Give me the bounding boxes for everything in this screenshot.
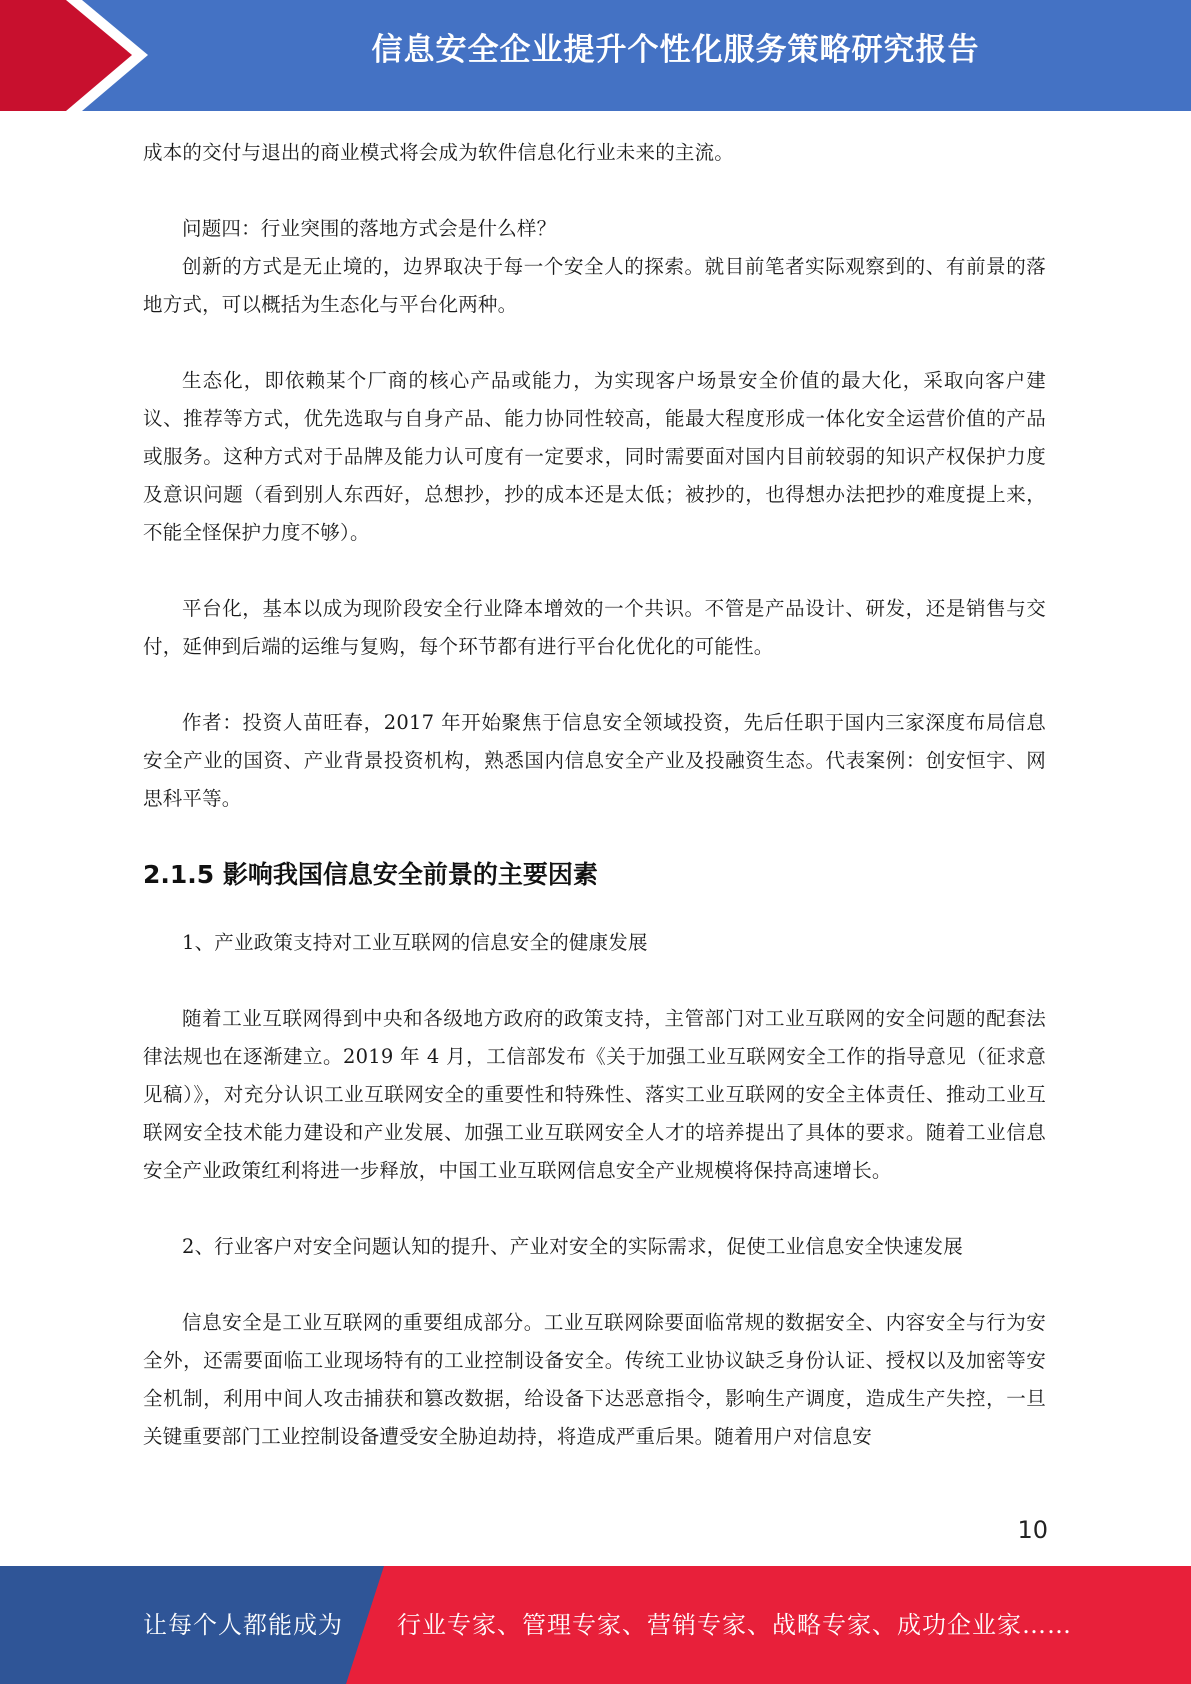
page-number: 10	[1017, 1516, 1048, 1544]
page-body	[143, 134, 1046, 1456]
page-header	[0, 0, 1191, 111]
author-paragraph: 作者：投资人苗旺春，2017 年开始聚焦于信息安全领域投资，先后任职于国内三家深度布局信息安全产业的国资、产业背景投资机构，熟悉国内信息安全产业及投融资生态。代表案例：创安恒宇、网思科平等。	[143, 711, 1046, 810]
section-heading: 2.1.5 影响我国信息安全前景的主要因素	[143, 860, 598, 889]
footer-slogan-left: 让每个人都能成为	[143, 1611, 343, 1639]
body-paragraph: 信息安全是工业互联网的重要组成部分。工业互联网除要面临常规的数据安全、内容安全与行为安全外，还需要面临工业现场特有的工业控制设备安全。传统工业协议缺乏身份认证、授权以及加密等安全机制，利用中间人攻击捕获和篡改数据，给设备下达恶意指令，影响生产调度，造成生产失控，一旦关键重要部门工业控制设备遭受安全胁迫劫持，将造成严重后果。随着用户对信息安	[143, 1311, 1046, 1448]
body-paragraph: 随着工业互联网得到中央和各级地方政府的政策支持，主管部门对工业互联网的安全问题的配套法律法规也在逐渐建立。2019 年 4 月，工信部发布《关于加强工业互联网安全工作的指导意见（征求意见稿）》，对充分认识工业互联网安全的重要性和特殊性、落实工业互联网的安全主体责任、推动工业互联网安全技术能力建设和产业发展、加强工业互联网安全人才的培养提出了具体的要求。随着工业信息安全产业政策红利将进一步释放，中国工业互联网信息安全产业规模将保持高速增长。	[143, 1007, 1046, 1182]
question-heading: 问题四：行业突围的落地方式会是什么样？	[182, 217, 557, 240]
body-paragraph: 创新的方式是无止境的，边界取决于每一个安全人的探索。就目前笔者实际观察到的、有前景的落地方式，可以概括为生态化与平台化两种。	[143, 255, 1046, 316]
header-arrow-shape	[0, 0, 160, 111]
body-paragraph: 成本的交付与退出的商业模式将会成为软件信息化行业未来的主流。	[143, 141, 735, 164]
list-item: 2、行业客户对安全问题认知的提升、产业对安全的实际需求，促使工业信息安全快速发展	[182, 1235, 963, 1258]
report-title: 信息安全企业提升个性化服务策略研究报告	[371, 32, 980, 68]
list-item: 1、产业政策支持对工业互联网的信息安全的健康发展	[182, 931, 648, 954]
page-footer	[0, 1566, 1191, 1684]
footer-slogan-right: 行业专家、管理专家、营销专家、战略专家、成功企业家……	[397, 1611, 1072, 1639]
body-paragraph: 生态化，即依赖某个厂商的核心产品或能力，为实现客户场景安全价值的最大化，采取向客户建议、推荐等方式，优先选取与自身产品、能力协同性较高，能最大程度形成一体化安全运营价值的产品或服务。这种方式对于品牌及能力认可度有一定要求，同时需要面对国内目前较弱的知识产权保护力度及意识问题（看到别人东西好，总想抄，抄的成本还是太低；被抄的，也得想办法把抄的难度提上来，不能全怪保护力度不够）。	[143, 369, 1046, 544]
body-paragraph: 平台化，基本以成为现阶段安全行业降本增效的一个共识。不管是产品设计、研发，还是销售与交付，延伸到后端的运维与复购，每个环节都有进行平台化优化的可能性。	[143, 597, 1046, 658]
